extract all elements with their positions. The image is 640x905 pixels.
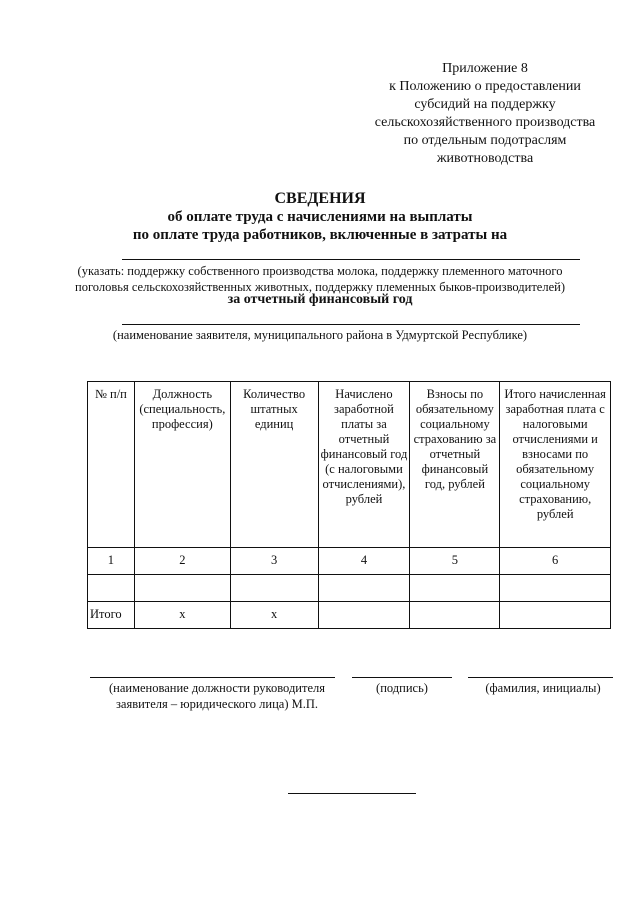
header-cell-insurance: Взносы по обязательному социальному страхованию за отчетный финансовый год, рублей: [410, 382, 500, 548]
applicant-hint: (наименование заявителя, муниципального района в Удмуртской Республике): [112, 328, 528, 342]
position-label-line: заявителя – юридического лица) М.П.: [115, 697, 319, 711]
hint-line: (указать: поддержку собственного производства молока, поддержку племенного маточного: [77, 264, 563, 278]
table-cell[interactable]: [88, 575, 135, 602]
signature-line-signature[interactable]: [352, 677, 452, 678]
appendix-line: животноводства: [436, 151, 534, 166]
table-cell: 1: [88, 548, 135, 575]
table-cell[interactable]: [410, 602, 500, 629]
fill-in-line-support-type[interactable]: [122, 259, 580, 260]
reporting-period-title: за отчетный финансовый год: [227, 292, 413, 307]
table-cell[interactable]: [318, 602, 410, 629]
table-cell-total-label: Итого: [88, 602, 135, 629]
title-line-3: по оплате труда работников, включенные в затраты на: [132, 227, 508, 243]
name-label: (фамилия, инициалы): [485, 681, 601, 695]
fill-in-line-applicant[interactable]: [122, 324, 580, 325]
table-row-empty: [88, 575, 611, 602]
table-cell[interactable]: [410, 575, 500, 602]
table-cell: 6: [500, 548, 611, 575]
table-cell: 2: [134, 548, 230, 575]
header-cell-headcount: Количество штатных единиц: [230, 382, 318, 548]
header-cell-number: № п/п: [88, 382, 135, 548]
appendix-line: к Положению о предоставлении: [389, 79, 581, 94]
table-cell: 5: [410, 548, 500, 575]
appendix-line: субсидий на поддержку: [414, 97, 556, 112]
header-cell-accrued-wages: Начислено заработной платы за отчетный финансовый год (с налоговыми отчислениями), рублей: [318, 382, 410, 548]
table-cell: 3: [230, 548, 318, 575]
title-line-2: об оплате труда с начислениями на выплаты: [167, 209, 473, 225]
appendix-line: Приложение 8: [442, 61, 528, 76]
title-main: СВЕДЕНИЯ: [274, 190, 366, 207]
document-title: [0, 190, 640, 244]
support-type-hint: [0, 263, 640, 295]
table-row-total: [88, 602, 611, 629]
header-cell-position: Должность (специальность, профессия): [134, 382, 230, 548]
hint-line: поголовья сельскохозяйственных животных, поддержку племенных быков-производителей): [75, 280, 565, 294]
appendix-block: [340, 60, 630, 168]
table-cell[interactable]: [230, 575, 318, 602]
header-cell-total: Итого начисленная заработная плата с налоговыми отчислениями и взносами по обязательному социальному страхованию, рублей: [500, 382, 611, 548]
table-header-row: [88, 382, 611, 548]
appendix-line: сельскохозяйственного производства: [374, 115, 596, 130]
payroll-table: [87, 381, 611, 629]
signature-label: (подпись): [376, 681, 428, 695]
table-cell: х: [230, 602, 318, 629]
bottom-separator-line: [288, 793, 416, 794]
table-cell: 4: [318, 548, 410, 575]
signature-line-name[interactable]: [468, 677, 613, 678]
table-cell: х: [134, 602, 230, 629]
table-cell[interactable]: [500, 602, 611, 629]
table-cell[interactable]: [134, 575, 230, 602]
table-cell[interactable]: [318, 575, 410, 602]
appendix-line: по отдельным подотраслям: [403, 133, 567, 148]
position-label: [82, 680, 352, 712]
signature-line-position[interactable]: [90, 677, 335, 678]
table-row-column-numbers: [88, 548, 611, 575]
position-label-line: (наименование должности руководителя: [109, 681, 325, 695]
table-cell[interactable]: [500, 575, 611, 602]
